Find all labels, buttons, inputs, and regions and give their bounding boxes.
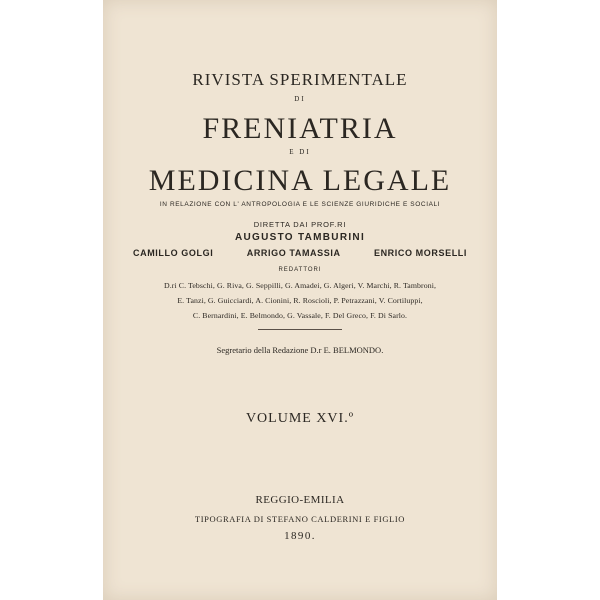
publication-city: REGGIO-EMILIA (255, 494, 345, 506)
editors-list-line: E. Tanzi, G. Guicciardi, A. Cionini, R. Roscioli, P. Petrazzani, V. Cortiluppi, (177, 296, 423, 305)
editors-label: REDATTORI (278, 267, 322, 273)
volume-number: VOLUME XVI.º (245, 411, 355, 426)
editors-list-line: C. Bernardini, E. Belmondo, G. Vassale, F. Del Greco, F. Di Sarlo. (192, 311, 408, 320)
publication-year: 1890. (284, 530, 316, 542)
co-directors-row (133, 248, 467, 258)
editors-list-line: D.ri C. Tebschi, G. Riva, G. Seppilli, G. Amadei, G. Algeri, V. Marchi, R. Tambroni, (163, 281, 437, 290)
journal-subtitle: IN RELAZIONE CON L' ANTROPOLOGIA E LE SCIENZE GIURIDICHE E SOCIALI (159, 201, 441, 208)
connector-e-di: E DI (289, 148, 311, 156)
co-director-name: ARRIGO TAMASSIA (246, 248, 341, 258)
co-director-name: ENRICO MORSELLI (373, 248, 467, 258)
journal-title-line-1: RIVISTA SPERIMENTALE (192, 70, 408, 89)
printer-name: TIPOGRAFIA DI STEFANO CALDERINI E FIGLIO (194, 514, 406, 524)
co-director-name: CAMILLO GOLGI (133, 248, 214, 258)
main-director-name: AUGUSTO TAMBURINI (234, 232, 366, 243)
secretary-line: Segretario della Redazione D.r E. BELMONDO. (216, 345, 384, 355)
journal-title-medicina-legale: MEDICINA LEGALE (148, 164, 452, 197)
divider-rule (258, 329, 342, 330)
connector-di: DI (294, 95, 306, 103)
title-page (103, 0, 497, 600)
journal-title-freniatria: FRENIATRIA (202, 112, 398, 145)
directed-by-label: DIRETTA DAI PROF.RI (253, 220, 347, 229)
